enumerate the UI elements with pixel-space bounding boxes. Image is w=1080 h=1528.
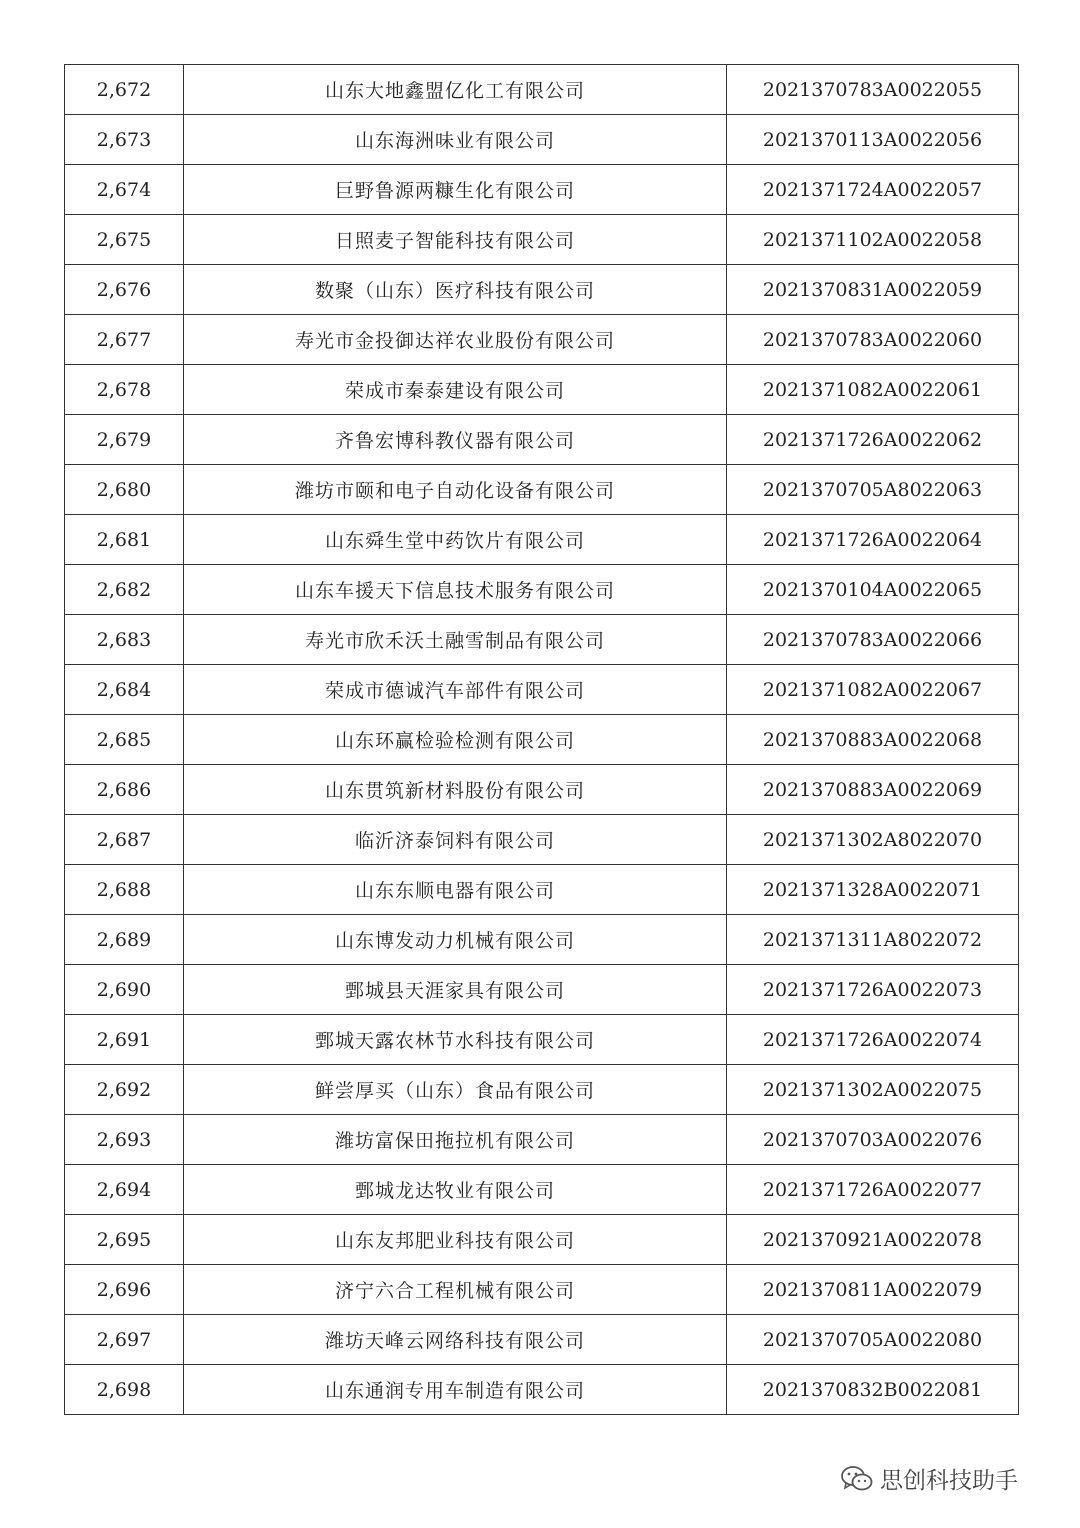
registration-code: 2021370883A0022069 (727, 765, 1019, 815)
company-name: 临沂济泰饲料有限公司 (184, 815, 727, 865)
row-number: 2,686 (65, 765, 184, 815)
row-number: 2,680 (65, 465, 184, 515)
row-number: 2,682 (65, 565, 184, 615)
row-number: 2,697 (65, 1315, 184, 1365)
registration-code: 2021370783A0022055 (727, 65, 1019, 115)
table-row (65, 65, 1019, 115)
registration-code: 2021370783A0022066 (727, 615, 1019, 665)
company-name: 数聚（山东）医疗科技有限公司 (184, 265, 727, 315)
company-name: 潍坊市颐和电子自动化设备有限公司 (184, 465, 727, 515)
company-name: 鲜尝厚买（山东）食品有限公司 (184, 1065, 727, 1115)
company-table (64, 64, 1019, 1415)
registration-code: 2021371726A0022074 (727, 1015, 1019, 1065)
company-name: 日照麦子智能科技有限公司 (184, 215, 727, 265)
registration-code: 2021371302A8022070 (727, 815, 1019, 865)
company-name: 山东贯筑新材料股份有限公司 (184, 765, 727, 815)
wechat-icon (840, 1465, 874, 1493)
registration-code: 2021370783A0022060 (727, 315, 1019, 365)
registration-code: 2021371726A0022064 (727, 515, 1019, 565)
table-row (65, 965, 1019, 1015)
table-row (65, 1065, 1019, 1115)
table-row (65, 915, 1019, 965)
company-name: 荣成市秦泰建设有限公司 (184, 365, 727, 415)
company-name: 潍坊富保田拖拉机有限公司 (184, 1115, 727, 1165)
company-name: 鄄城县天涯家具有限公司 (184, 965, 727, 1015)
table-row (65, 165, 1019, 215)
company-name: 齐鲁宏博科教仪器有限公司 (184, 415, 727, 465)
registration-code: 2021371726A0022062 (727, 415, 1019, 465)
registration-code: 2021371726A0022077 (727, 1165, 1019, 1215)
table-row (65, 365, 1019, 415)
row-number: 2,678 (65, 365, 184, 415)
table-row (65, 265, 1019, 315)
company-name: 荣成市德诚汽车部件有限公司 (184, 665, 727, 715)
table-row (65, 215, 1019, 265)
row-number: 2,685 (65, 715, 184, 765)
table-row (65, 515, 1019, 565)
company-name: 鄄城龙达牧业有限公司 (184, 1165, 727, 1215)
row-number: 2,677 (65, 315, 184, 365)
table-row (65, 815, 1019, 865)
table-row (65, 565, 1019, 615)
row-number: 2,681 (65, 515, 184, 565)
registration-code: 2021370811A0022079 (727, 1265, 1019, 1315)
table-row (65, 615, 1019, 665)
company-name: 寿光市欣禾沃土融雪制品有限公司 (184, 615, 727, 665)
company-name: 山东通润专用车制造有限公司 (184, 1365, 727, 1415)
company-name: 鄄城天露农林节水科技有限公司 (184, 1015, 727, 1065)
table-row (65, 1265, 1019, 1315)
row-number: 2,691 (65, 1015, 184, 1065)
table-row (65, 1165, 1019, 1215)
row-number: 2,679 (65, 415, 184, 465)
registration-code: 2021370883A0022068 (727, 715, 1019, 765)
table-row (65, 1015, 1019, 1065)
row-number: 2,689 (65, 915, 184, 965)
watermark-text: 思创科技助手 (880, 1468, 1018, 1494)
row-number: 2,694 (65, 1165, 184, 1215)
row-number: 2,695 (65, 1215, 184, 1265)
registration-code: 2021370104A0022065 (727, 565, 1019, 615)
registration-code: 2021371724A0022057 (727, 165, 1019, 215)
table-row (65, 1315, 1019, 1365)
table-row (65, 465, 1019, 515)
row-number: 2,693 (65, 1115, 184, 1165)
table-row (65, 865, 1019, 915)
registration-code: 2021371311A8022072 (727, 915, 1019, 965)
row-number: 2,688 (65, 865, 184, 915)
company-name: 山东博发动力机械有限公司 (184, 915, 727, 965)
row-number: 2,675 (65, 215, 184, 265)
company-name: 巨野鲁源两糠生化有限公司 (184, 165, 727, 215)
registration-code: 2021371726A0022073 (727, 965, 1019, 1015)
table-row (65, 765, 1019, 815)
company-table-container (64, 64, 1015, 1415)
table-row (65, 415, 1019, 465)
registration-code: 2021371102A0022058 (727, 215, 1019, 265)
row-number: 2,674 (65, 165, 184, 215)
registration-code: 2021371302A0022075 (727, 1065, 1019, 1115)
registration-code: 2021370703A0022076 (727, 1115, 1019, 1165)
row-number: 2,687 (65, 815, 184, 865)
table-row (65, 1215, 1019, 1265)
registration-code: 2021370921A0022078 (727, 1215, 1019, 1265)
row-number: 2,684 (65, 665, 184, 715)
company-name: 山东舜生堂中药饮片有限公司 (184, 515, 727, 565)
registration-code: 2021370705A0022080 (727, 1315, 1019, 1365)
table-row (65, 1115, 1019, 1165)
company-name: 潍坊天峰云网络科技有限公司 (184, 1315, 727, 1365)
company-name: 山东大地鑫盟亿化工有限公司 (184, 65, 727, 115)
row-number: 2,676 (65, 265, 184, 315)
table-row (65, 115, 1019, 165)
row-number: 2,698 (65, 1365, 184, 1415)
company-name: 山东东顺电器有限公司 (184, 865, 727, 915)
registration-code: 2021370705A8022063 (727, 465, 1019, 515)
table-row (65, 1365, 1019, 1415)
row-number: 2,673 (65, 115, 184, 165)
registration-code: 2021371328A0022071 (727, 865, 1019, 915)
company-name: 济宁六合工程机械有限公司 (184, 1265, 727, 1315)
registration-code: 2021370113A0022056 (727, 115, 1019, 165)
table-row (65, 715, 1019, 765)
registration-code: 2021370831A0022059 (727, 265, 1019, 315)
company-name: 山东友邦肥业科技有限公司 (184, 1215, 727, 1265)
row-number: 2,690 (65, 965, 184, 1015)
registration-code: 2021370832B0022081 (727, 1365, 1019, 1415)
row-number: 2,692 (65, 1065, 184, 1115)
row-number: 2,696 (65, 1265, 184, 1315)
company-name: 山东车援天下信息技术服务有限公司 (184, 565, 727, 615)
registration-code: 2021371082A0022061 (727, 365, 1019, 415)
company-name: 山东海洲味业有限公司 (184, 115, 727, 165)
table-row (65, 315, 1019, 365)
company-name: 山东环赢检验检测有限公司 (184, 715, 727, 765)
row-number: 2,683 (65, 615, 184, 665)
company-name: 寿光市金投御达祥农业股份有限公司 (184, 315, 727, 365)
table-row (65, 665, 1019, 715)
watermark (840, 1462, 1018, 1495)
row-number: 2,672 (65, 65, 184, 115)
company-table-body (65, 65, 1019, 1415)
registration-code: 2021371082A0022067 (727, 665, 1019, 715)
